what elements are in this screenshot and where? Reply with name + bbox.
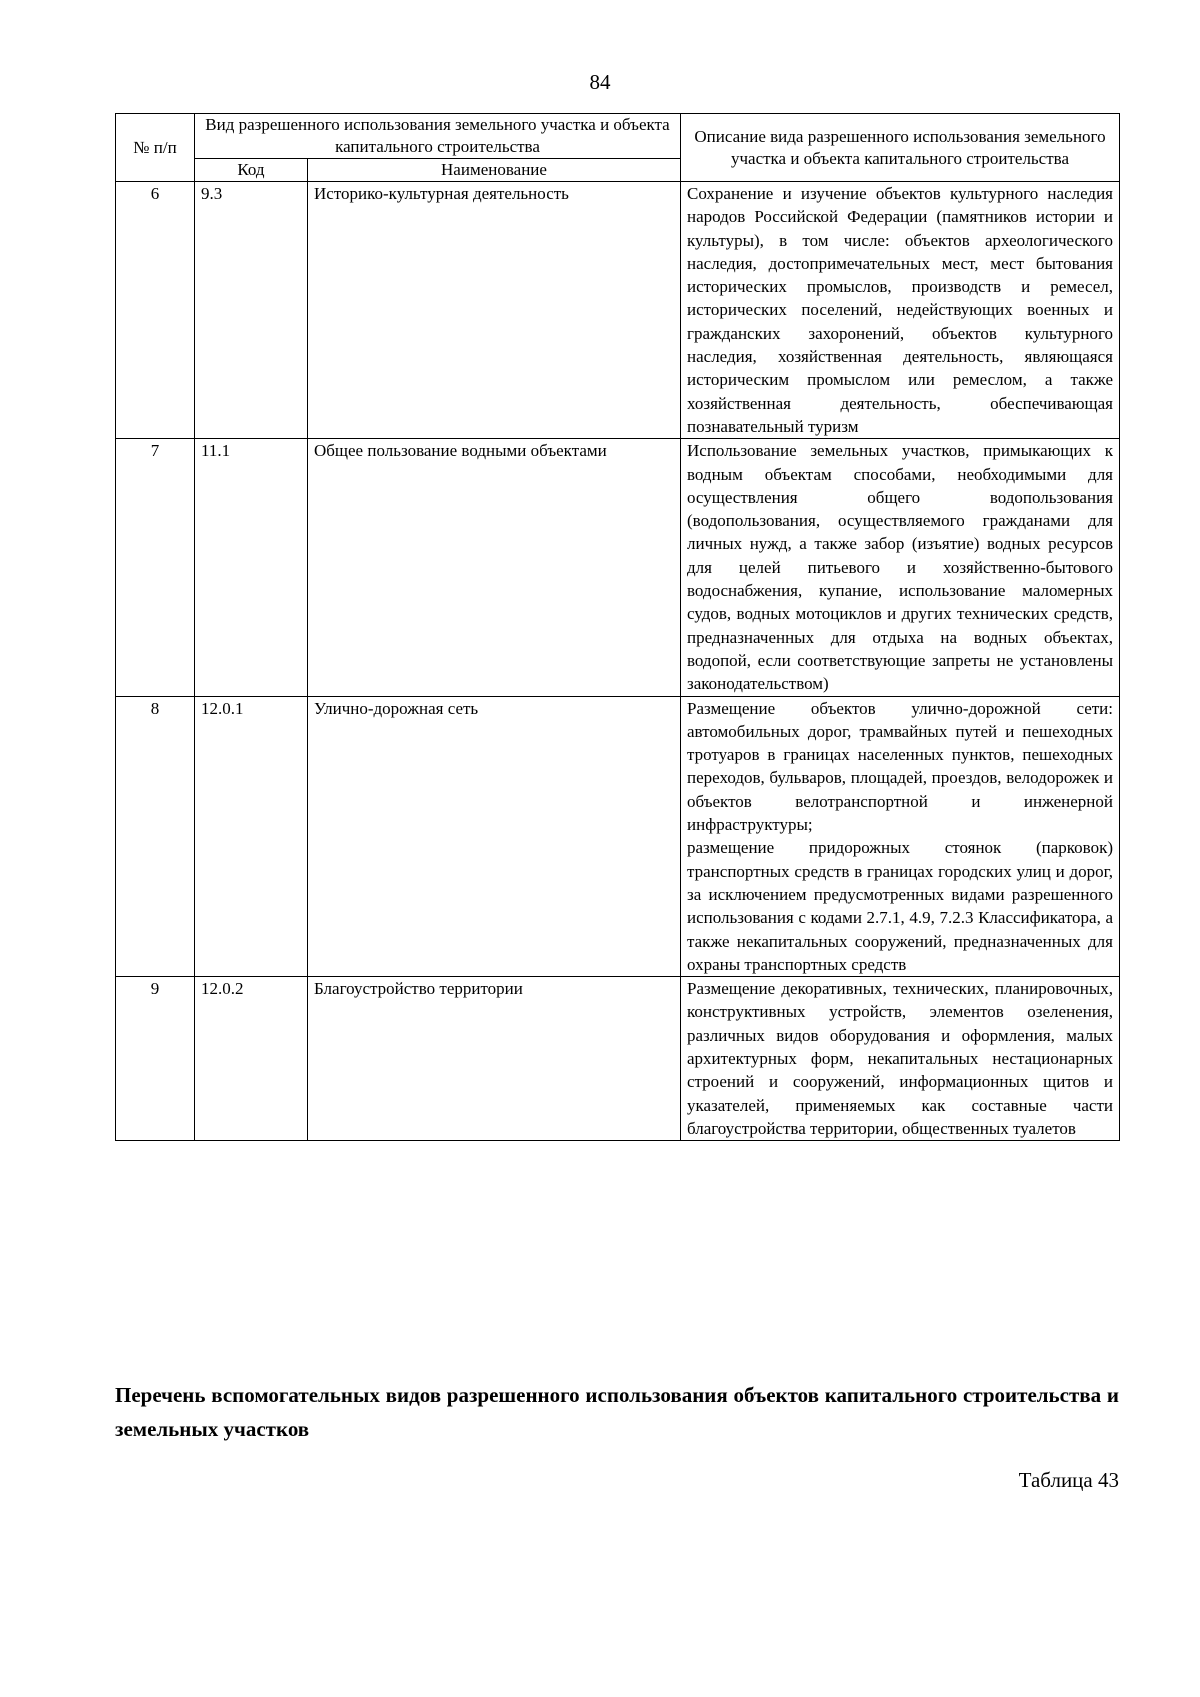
row-description bbox=[681, 439, 1120, 696]
row-description bbox=[681, 977, 1120, 1141]
row-code: 11.1 bbox=[195, 439, 308, 696]
land-use-table bbox=[115, 113, 1120, 1141]
row-name: Общее пользование водными объектами bbox=[308, 439, 681, 696]
section-caption: Перечень вспомогательных видов разрешенного использования объектов капитального строительства и земельных участков bbox=[115, 1383, 1119, 1441]
row-code: 12.0.2 bbox=[195, 977, 308, 1141]
table-row bbox=[116, 977, 1120, 1141]
table-row bbox=[116, 696, 1120, 977]
row-number: 8 bbox=[116, 696, 195, 977]
row-code: 9.3 bbox=[195, 182, 308, 439]
row-number: 9 bbox=[116, 977, 195, 1141]
row-number: 6 bbox=[116, 182, 195, 439]
header-group: Вид разрешенного использования земельного участка и объекта капитального строительства bbox=[195, 114, 681, 159]
description-paragraph: Размещение декоративных, технических, планировочных, конструктивных устройств, элементов озеленения, различных видов оборудования и оформления, малых архитектурных форм, некапитальных нестационарных строений и сооружений, информационных щитов и указателей, применяемых как составные части благоустройства территории, общественных туалетов bbox=[687, 979, 1113, 1138]
row-number: 7 bbox=[116, 439, 195, 696]
row-name: Историко-культурная деятельность bbox=[308, 182, 681, 439]
row-name: Благоустройство территории bbox=[308, 977, 681, 1141]
description-paragraph: Размещение объектов улично-дорожной сети: автомобильных дорог, трамвайных путей и пешеходных тротуаров в границах населенных пунктов, пешеходных переходов, бульваров, площадей, проездов, велодорожек и объектов велотранспортной и инженерной инфраструктуры; bbox=[687, 698, 1113, 835]
description-paragraph: Использование земельных участков, примыкающих к водным объектам способами, необходимыми для осуществления общего водопользования (водопользования, осуществляемого гражданами для личных нужд, а также забор (изъятие) водных ресурсов для целей питьевого и хозяйственно-бытового водоснабжения, купание, использование маломерных судов, водных мотоциклов и других технических средств, предназначенных для отдыха на водных объектах, водопой, если соответствующие запреты не установлены законодательством) bbox=[687, 441, 1113, 694]
row-code: 12.0.1 bbox=[195, 696, 308, 977]
table-row bbox=[116, 439, 1120, 696]
row-description bbox=[681, 696, 1120, 977]
header-num: № п/п bbox=[116, 114, 195, 182]
description-paragraph: Сохранение и изучение объектов культурного наследия народов Российской Федерации (памятников истории и культуры), в том числе: объектов археологического наследия, достопримечательных мест, мест бытования исторических промыслов, производств и ремесел, исторических поселений, недействующих военных и гражданских захоронений, объектов культурного наследия, хозяйственная деятельность, являющаяся историческим промыслом или ремеслом, а также хозяйственная деятельность, обеспечивающая познавательный туризм bbox=[687, 184, 1113, 436]
table-row bbox=[116, 182, 1120, 439]
header-name: Наименование bbox=[308, 159, 681, 182]
table-header-row bbox=[116, 114, 1120, 159]
row-description bbox=[681, 182, 1120, 439]
row-name: Улично-дорожная сеть bbox=[308, 696, 681, 977]
header-description: Описание вида разрешенного использования земельного участка и объекта капитального строительства bbox=[681, 114, 1120, 182]
description-paragraph: размещение придорожных стоянок (парковок) транспортных средств в границах городских улиц и дорог, за исключением предусмотренных видами разрешенного использования с кодами 2.7.1, 4.9, 7.2.3 Классификатора, а также некапитальных сооружений, предназначенных для охраны транспортных средств bbox=[687, 838, 1113, 974]
header-code: Код bbox=[195, 159, 308, 182]
page-number: 84 bbox=[589, 70, 611, 94]
table-label: Таблица 43 bbox=[1018, 1468, 1119, 1492]
